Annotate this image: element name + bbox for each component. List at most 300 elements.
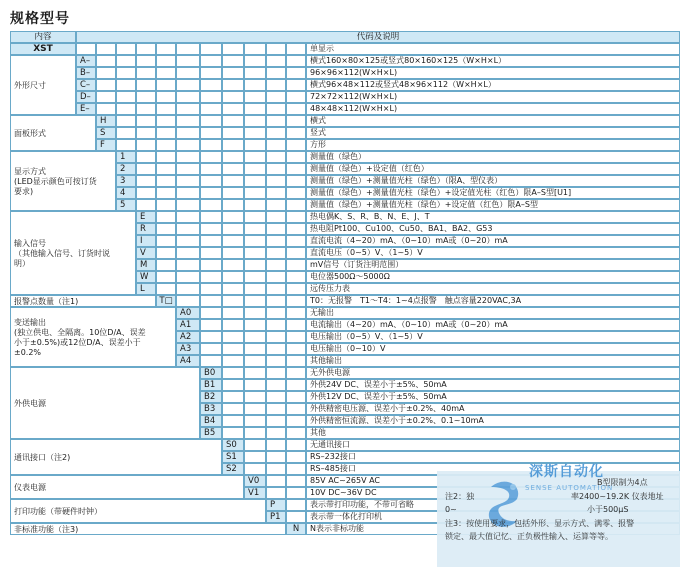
empty-cell [286,295,306,307]
watermark-title: 深斯自动化 [529,464,604,480]
empty-cell [116,115,136,127]
empty-cell [156,79,176,91]
empty-cell [266,403,286,415]
empty-cell [222,91,244,103]
option-description: RS–232接口 [306,451,680,463]
empty-cell [244,67,266,79]
group-label-line: 输入信号 [14,239,46,248]
empty-cell [266,427,286,439]
empty-cell [286,199,306,211]
option-code: L [136,283,156,295]
empty-cell [222,331,244,343]
empty-cell [286,415,306,427]
empty-cell [286,163,306,175]
empty-cell [244,415,266,427]
empty-cell [176,235,200,247]
empty-cell [200,211,222,223]
option-code: B3 [200,403,222,415]
empty-cell [200,163,222,175]
empty-cell [156,283,176,295]
model-desc: 单显示 [306,43,680,55]
group-label-text: 外形尺寸 [14,81,46,90]
empty-cell [176,283,200,295]
option-description: 竖式 [306,127,680,139]
option-code: S0 [222,439,244,451]
group-label-transmit [10,307,176,367]
model-code: XST [10,43,76,55]
empty-cell [286,367,306,379]
empty-cell [200,307,222,319]
empty-cell [200,127,222,139]
empty-cell [286,139,306,151]
empty-cell [176,91,200,103]
empty-cell [266,307,286,319]
empty-cell [266,127,286,139]
option-description: 无输出 [306,307,680,319]
empty-cell [116,67,136,79]
empty-cell [156,151,176,163]
empty-cell [116,91,136,103]
empty-cell [286,379,306,391]
empty-cell [222,139,244,151]
empty-cell [244,163,266,175]
option-code: H [96,115,116,127]
empty-cell [176,199,200,211]
option-description: 表示带打印功能，不带可省略 [306,499,680,511]
empty-cell [244,391,266,403]
empty-cell [176,211,200,223]
option-description: 无外供电源 [306,367,680,379]
empty-cell [286,223,306,235]
empty-cell [244,55,266,67]
group-label-alarm [10,295,156,307]
option-description: 表示带一体化打印机 [306,511,680,523]
empty-cell [286,463,306,475]
empty-cell [96,79,116,91]
empty-cell [156,271,176,283]
empty-cell [222,55,244,67]
group-label-line: 变送输出 [14,318,46,327]
model-spacer-cell [96,43,116,55]
empty-cell [286,283,306,295]
empty-cell [200,355,222,367]
empty-cell [244,283,266,295]
group-label-text: 非标准功能（注3) [14,525,79,534]
empty-cell [286,475,306,487]
option-code: P1 [266,511,286,523]
option-description: 直流电压（0~5）V、（1~5）V [306,247,680,259]
empty-cell [286,271,306,283]
empty-cell [244,79,266,91]
group-label-line: (LED显示颜色可按订货 [14,177,97,186]
empty-cell [266,163,286,175]
empty-cell [156,199,176,211]
empty-cell [286,211,306,223]
group-label-text: 报警点数量（注1) [14,297,79,306]
empty-cell [286,187,306,199]
group-label-line: （其他输入信号、订货时说 [14,249,110,258]
group-label-panel [10,115,96,151]
empty-cell [244,451,266,463]
empty-cell [176,115,200,127]
empty-cell [286,151,306,163]
empty-cell [200,223,222,235]
option-description: N表示非标功能 [306,523,680,535]
watermark-subtitle: SENSE AUTOMATION [525,484,614,492]
empty-cell [244,127,266,139]
empty-cell [136,187,156,199]
empty-cell [200,235,222,247]
group-label-comm [10,439,222,475]
option-description: 96×96×112(W×H×L) [306,67,680,79]
page-title: 规格型号 [10,11,70,27]
empty-cell [156,175,176,187]
empty-cell [244,439,266,451]
option-code: A2 [176,331,200,343]
empty-cell [286,175,306,187]
empty-cell [286,499,306,511]
empty-cell [266,379,286,391]
empty-cell [176,295,200,307]
empty-cell [136,199,156,211]
model-spacer-cell [136,43,156,55]
option-code: 2 [116,163,136,175]
empty-cell [200,79,222,91]
empty-cell [200,103,222,115]
empty-cell [286,103,306,115]
option-code: A1 [176,319,200,331]
empty-cell [266,271,286,283]
option-code: B4 [200,415,222,427]
empty-cell [136,67,156,79]
group-label-line: 明） [14,259,30,268]
note-line-2b: 率2400~19.2K 仪表地址 [571,492,664,501]
empty-cell [286,355,306,367]
empty-cell [244,151,266,163]
model-spacer-cell [222,43,244,55]
empty-cell [244,427,266,439]
empty-cell [286,307,306,319]
empty-cell [222,427,244,439]
option-description: T0：无报警 T1～T4：1~4点报警 触点容量220VAC,3A [306,295,680,307]
model-spacer-cell [156,43,176,55]
group-label-supply [10,475,244,499]
empty-cell [222,187,244,199]
option-description: 热电偶K、S、R、B、N、E、J、T [306,211,680,223]
empty-cell [286,259,306,271]
empty-cell [266,367,286,379]
group-label-text: 仪表电源 [14,483,46,492]
empty-cell [200,139,222,151]
option-description: 外供12V DC、误差小于±5%、50mA [306,391,680,403]
empty-cell [286,439,306,451]
empty-cell [222,127,244,139]
empty-cell [222,355,244,367]
empty-cell [244,175,266,187]
group-label-line: ±0.2% [14,348,42,357]
empty-cell [244,223,266,235]
empty-cell [286,127,306,139]
note-line-4: 注3：按使用要求，包括外形、显示方式、满零、报警 [445,519,635,528]
option-description: 测量值（绿色） [306,151,680,163]
option-code: 5 [116,199,136,211]
empty-cell [286,511,306,523]
group-label-print [10,499,266,523]
empty-cell [156,115,176,127]
group-label-nonstd [10,523,286,535]
empty-cell [266,391,286,403]
empty-cell [244,91,266,103]
option-description: 其他输出 [306,355,680,367]
empty-cell [176,103,200,115]
option-description: 测量值（绿色）+测量值光柱（绿色）+设定值（红色）限A–S型 [306,199,680,211]
empty-cell [176,175,200,187]
option-description: 横式96×48×112或竖式48×96×112（W×H×L） [306,79,680,91]
empty-cell [200,67,222,79]
empty-cell [286,343,306,355]
option-description: 无通讯接口 [306,439,680,451]
empty-cell [286,451,306,463]
empty-cell [222,223,244,235]
option-description: 外供24V DC、误差小于±5%、50mA [306,379,680,391]
empty-cell [266,295,286,307]
empty-cell [286,403,306,415]
empty-cell [266,103,286,115]
empty-cell [116,55,136,67]
empty-cell [244,463,266,475]
option-code: M [136,259,156,271]
empty-cell [222,319,244,331]
option-description: 外供精密电压源、误差小于±0.2%、40mA [306,403,680,415]
empty-cell [222,67,244,79]
empty-cell [266,139,286,151]
group-label-line: (独立供电、全隔离。10位D/A、误差 [14,328,146,337]
empty-cell [136,55,156,67]
empty-cell [222,211,244,223]
empty-cell [266,331,286,343]
empty-cell [222,403,244,415]
option-description: 直流电流（4~20）mA、（0~10）mA或（0~20）mA [306,235,680,247]
empty-cell [266,235,286,247]
option-code: S [96,127,116,139]
empty-cell [176,187,200,199]
empty-cell [200,295,222,307]
empty-cell [156,247,176,259]
empty-cell [156,139,176,151]
option-code: E [136,211,156,223]
group-label-shape [10,55,76,115]
empty-cell [266,223,286,235]
option-code: E– [76,103,96,115]
empty-cell [176,271,200,283]
option-description: 远传压力表 [306,283,680,295]
empty-cell [244,211,266,223]
option-code: B1 [200,379,222,391]
empty-cell [156,211,176,223]
empty-cell [266,487,286,499]
empty-cell [266,319,286,331]
model-spacer-cell [266,43,286,55]
option-code: A– [76,55,96,67]
option-description: 测量值（绿色）+测量值光柱（绿色）（限A、型仪表） [306,175,680,187]
option-code: I [136,235,156,247]
empty-cell [286,115,306,127]
model-spacer-cell [76,43,96,55]
empty-cell [244,331,266,343]
empty-cell [244,295,266,307]
option-code: 3 [116,175,136,187]
empty-cell [244,379,266,391]
empty-cell [200,91,222,103]
empty-cell [200,283,222,295]
empty-cell [156,67,176,79]
option-description: 电压输出（0~10）V [306,343,680,355]
option-description: 测量值（绿色）+测量值光柱（绿色）+设定值光柱（红色）限A–S型[U1] [306,187,680,199]
empty-cell [222,295,244,307]
option-description: 热电阻Pt100、Cu100、Cu50、BA1、BA2、G53 [306,223,680,235]
empty-cell [244,319,266,331]
note-line-2a: 注2：独 [445,492,475,501]
empty-cell [222,283,244,295]
empty-cell [222,367,244,379]
option-code: P [266,499,286,511]
empty-cell [266,55,286,67]
empty-cell [222,163,244,175]
empty-cell [136,139,156,151]
empty-cell [266,463,286,475]
empty-cell [244,199,266,211]
empty-cell [286,391,306,403]
option-description: 电压输出（0~5）V、（1~5）V [306,331,680,343]
empty-cell [244,307,266,319]
option-code: 4 [116,187,136,199]
option-description: 72×72×112(W×H×L) [306,91,680,103]
empty-cell [244,259,266,271]
empty-cell [156,223,176,235]
empty-cell [222,247,244,259]
empty-cell [176,55,200,67]
empty-cell [200,259,222,271]
empty-cell [136,91,156,103]
empty-cell [286,79,306,91]
empty-cell [176,163,200,175]
empty-cell [200,187,222,199]
empty-cell [176,79,200,91]
empty-cell [200,115,222,127]
group-label-input [10,211,136,295]
option-code: A3 [176,343,200,355]
option-description: 10V DC~36V DC [306,487,680,499]
empty-cell [136,175,156,187]
header-code-desc: 代码及说明 [76,31,680,43]
empty-cell [136,151,156,163]
empty-cell [222,415,244,427]
empty-cell [156,55,176,67]
empty-cell [136,127,156,139]
header-content: 内容 [10,31,76,43]
empty-cell [116,103,136,115]
group-label-line: 显示方式 [14,167,46,176]
empty-cell [96,103,116,115]
empty-cell [156,187,176,199]
empty-cell [156,163,176,175]
empty-cell [176,139,200,151]
option-description: mV信号（订货注明范围） [306,259,680,271]
option-code: B– [76,67,96,79]
group-label-text: 通讯接口（注2) [14,453,71,462]
model-spacer-cell [200,43,222,55]
empty-cell [176,223,200,235]
empty-cell [96,55,116,67]
empty-cell [200,55,222,67]
option-description: 横式 [306,115,680,127]
empty-cell [244,271,266,283]
group-label-line: 要求) [14,187,34,196]
option-description: 其他 [306,427,680,439]
empty-cell [200,199,222,211]
empty-cell [244,235,266,247]
model-spacer-cell [116,43,136,55]
empty-cell [222,259,244,271]
empty-cell [286,91,306,103]
group-label-display [10,151,116,211]
note-line-3a: 0~ [445,505,457,514]
option-description: 方形 [306,139,680,151]
empty-cell [200,319,222,331]
option-description: 85V AC~265V AC [306,475,680,487]
empty-cell [176,259,200,271]
option-code: S1 [222,451,244,463]
option-code: C– [76,79,96,91]
empty-cell [176,127,200,139]
empty-cell [222,271,244,283]
empty-cell [156,235,176,247]
empty-cell [222,79,244,91]
empty-cell [200,175,222,187]
empty-cell [266,67,286,79]
empty-cell [222,391,244,403]
option-code: B2 [200,391,222,403]
option-description: 测量值（绿色）+设定值（红色） [306,163,680,175]
empty-cell [136,163,156,175]
empty-cell [222,199,244,211]
option-code: V [136,247,156,259]
empty-cell [286,487,306,499]
option-description: 电位器500Ω～5000Ω [306,271,680,283]
empty-cell [244,247,266,259]
group-label-text: 面板形式 [14,129,46,138]
empty-cell [244,343,266,355]
option-code: A0 [176,307,200,319]
empty-cell [286,235,306,247]
empty-cell [116,139,136,151]
option-code: B0 [200,367,222,379]
group-label-line: 小于±0.5%)或12位D/A、误差小于 [14,338,141,347]
empty-cell [266,199,286,211]
empty-cell [156,91,176,103]
empty-cell [222,151,244,163]
option-description: 48×48×112(W×H×L) [306,103,680,115]
empty-cell [222,343,244,355]
group-label-text: 打印功能（带硬件时钟） [14,507,102,516]
empty-cell [96,91,116,103]
empty-cell [244,115,266,127]
note-line-3b: 小于500μS [587,505,629,514]
empty-cell [266,175,286,187]
empty-cell [176,67,200,79]
option-description: RS–485接口 [306,463,680,475]
empty-cell [266,247,286,259]
